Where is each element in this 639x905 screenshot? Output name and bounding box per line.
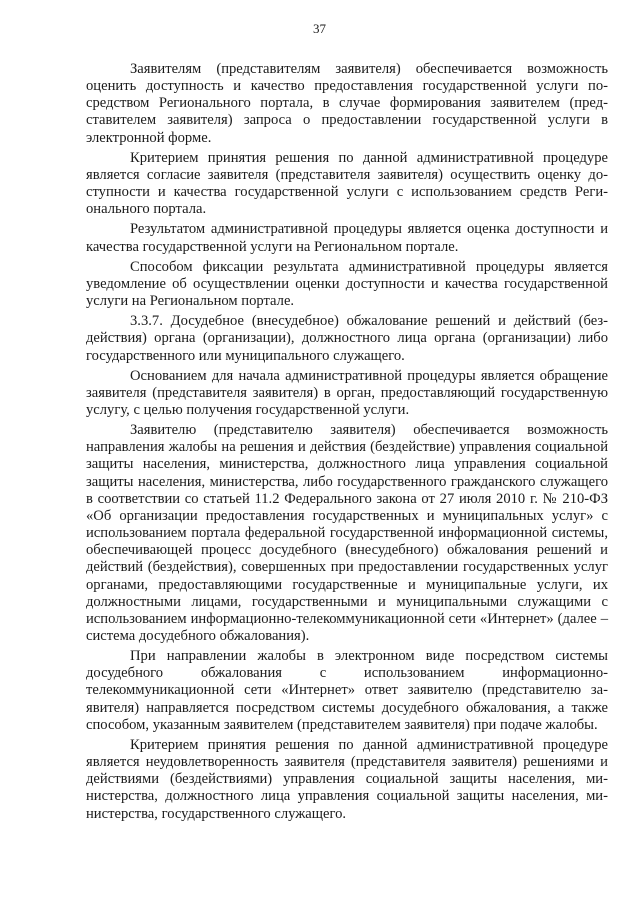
page-number: 37 — [313, 21, 326, 36]
paragraph-complaint-submission-possibility: Заявителю (представителю заявителя) обеспечивается возможность направления жалобы на решения и действия (бездействие) управления социальной защиты населения, министерства, должностного лица управления социальной защиты населения, министерства, либо государственного гражданского служащего в соответствии со статьей 11.2 Федерального закона от 27 июля 2010 г. № 210-ФЗ «Об организации предоставления государственных и муниципальных услуг» с использованием портала федеральной государственной информационной системы, обеспечивающей процесс досудебного (внесудебного) обжалования решений и действий (бездействия), совершенных при предоставлении государственных услуг органами, предоставляющими государственные и муниципальные услуги, их должностными лицами, государственными и муниципальными служащими с использованием информационно-телекоммуникационной сети «Интернет» (далее – система досудебного обжалования). — [86, 422, 608, 644]
paragraph-assessment-result: Результатом административной процедуры является оценка доступности и качества государственной услуги на Региональном портале. — [86, 221, 608, 255]
paragraph-assessment-decision-criterion: Критерием принятия решения по данной административной процедуре является согласие заявителя (представителя заявителя) осуществить оценку доступности и качества государственной услуги с использованием средств Регионального портала. — [86, 149, 608, 218]
document-body — [86, 61, 608, 823]
paragraph-appeal-decision-criterion: Критерием принятия решения по данной административной процедуре является неудовлетворенность заявителя (представителя заявителя) решениями и действиями (бездействиями) управления социальной защиты населения, министерства, должностного лица управления социальной защиты населения, министерства, государственного служащего. — [86, 736, 608, 822]
paragraph-section-3-3-7-heading: 3.3.7. Досудебное (внесудебное) обжалование решений и действий (бездействия) органа (организации), должностного лица органа (организации) либо государственного или муниципального служащего. — [86, 313, 608, 364]
paragraph-quality-assessment-possibility: Заявителям (представителям заявителя) обеспечивается возможность оценить доступность и качество предоставления государственной услуги посредством Регионального портала, в случае формирования заявителем (представителем заявителя) запроса о предоставлении государственной услуги в электронной форме. — [86, 61, 608, 146]
paragraph-assessment-fixation-method: Способом фиксации результата административной процедуры является уведомление об осуществлении оценки доступности и качества государственной услуги на Региональном портале. — [86, 258, 608, 310]
paragraph-appeal-procedure-basis: Основанием для начала административной процедуры является обращение заявителя (представителя заявителя) в орган, предоставляющий государственную услугу, с целью получения государственной услуги. — [86, 367, 608, 418]
paragraph-electronic-complaint-response: При направлении жалобы в электронном виде посредством системы досудебного обжалования с использованием информационно-телекоммуникационной сети «Интернет» ответ заявителю (представителю заявителя) направляется посредством системы досудебного обжалования, а также способом, указанным заявителем (представителем заявителя) при подаче жалобы. — [86, 648, 608, 733]
